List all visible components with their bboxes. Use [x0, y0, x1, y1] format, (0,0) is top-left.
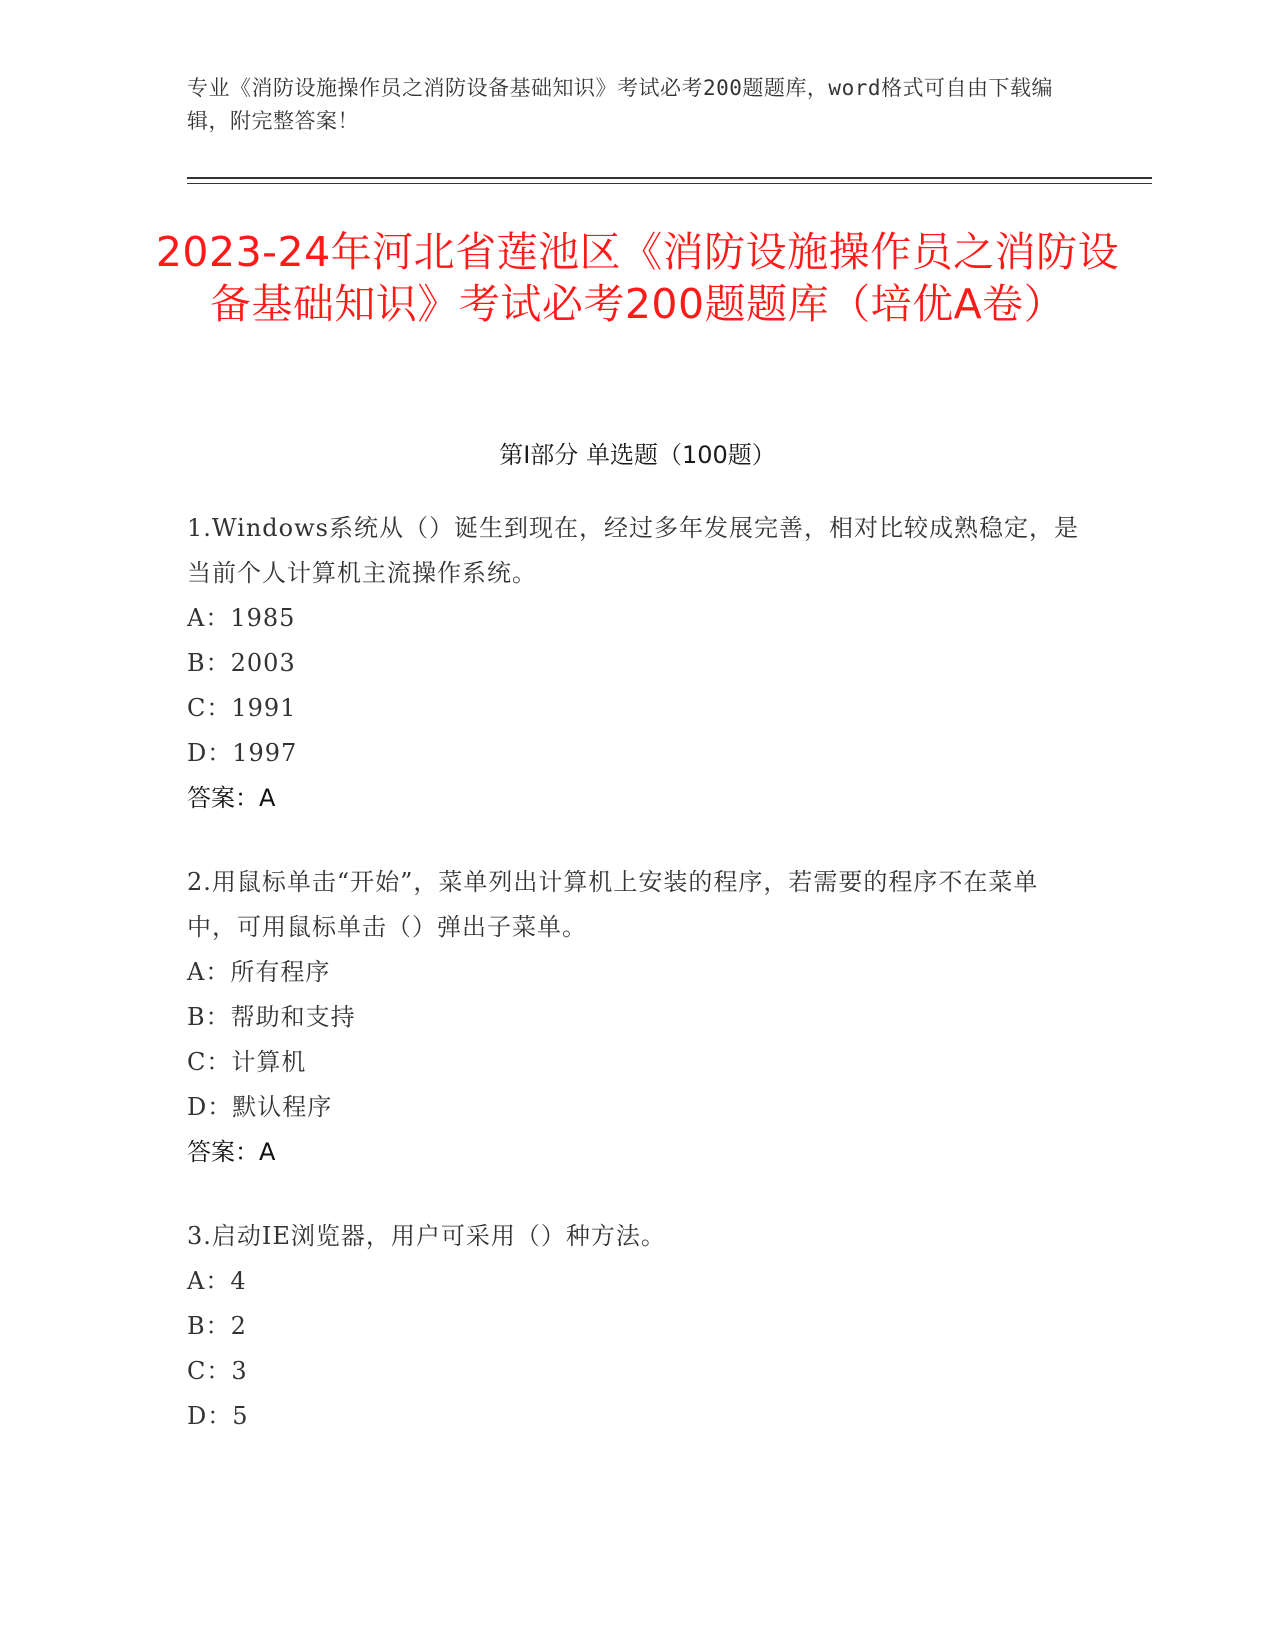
option-b: B：2003 — [187, 649, 296, 677]
header-note: 专业《消防设施操作员之消防设备基础知识》考试必考200题题库，word格式可自由下载编辑，附完整答案！ — [187, 76, 1053, 133]
header-divider-thick — [187, 177, 1152, 179]
option-d: D：5 — [187, 1402, 249, 1430]
question-text: 1.Windows系统从（）诞生到现在，经过多年发展完善，相对比较成熟稳定，是当前个人计算机主流操作系统。 — [187, 514, 1079, 587]
document-title: 2023-24年河北省莲池区《消防设施操作员之消防设备基础知识》考试必考200题题库（培优A卷） — [155, 228, 1120, 328]
option-b: B：帮助和支持 — [187, 1003, 356, 1031]
question-3 — [187, 1214, 1087, 1439]
answer: 答案：A — [187, 784, 276, 812]
option-a: A：1985 — [187, 604, 296, 632]
question-text: 2.用鼠标单击“开始”，菜单列出计算机上安装的程序，若需要的程序不在菜单中，可用鼠标单击（）弹出子菜单。 — [187, 868, 1039, 941]
answer: 答案：A — [187, 1138, 276, 1166]
option-b: B：2 — [187, 1312, 247, 1340]
option-c: C：计算机 — [187, 1048, 307, 1076]
option-d: D：1997 — [187, 739, 298, 767]
option-a: A：所有程序 — [187, 958, 331, 986]
option-a: A：4 — [187, 1267, 247, 1295]
header-divider-thin — [187, 183, 1152, 184]
section-heading: 第Ⅰ部分 单选题（100题） — [499, 441, 776, 469]
question-text: 3.启动IE浏览器，用户可采用（）种方法。 — [187, 1222, 666, 1250]
option-c: C：3 — [187, 1357, 248, 1385]
question-2 — [187, 860, 1087, 1175]
question-1 — [187, 506, 1087, 821]
option-c: C：1991 — [187, 694, 297, 722]
option-d: D：默认程序 — [187, 1093, 333, 1121]
